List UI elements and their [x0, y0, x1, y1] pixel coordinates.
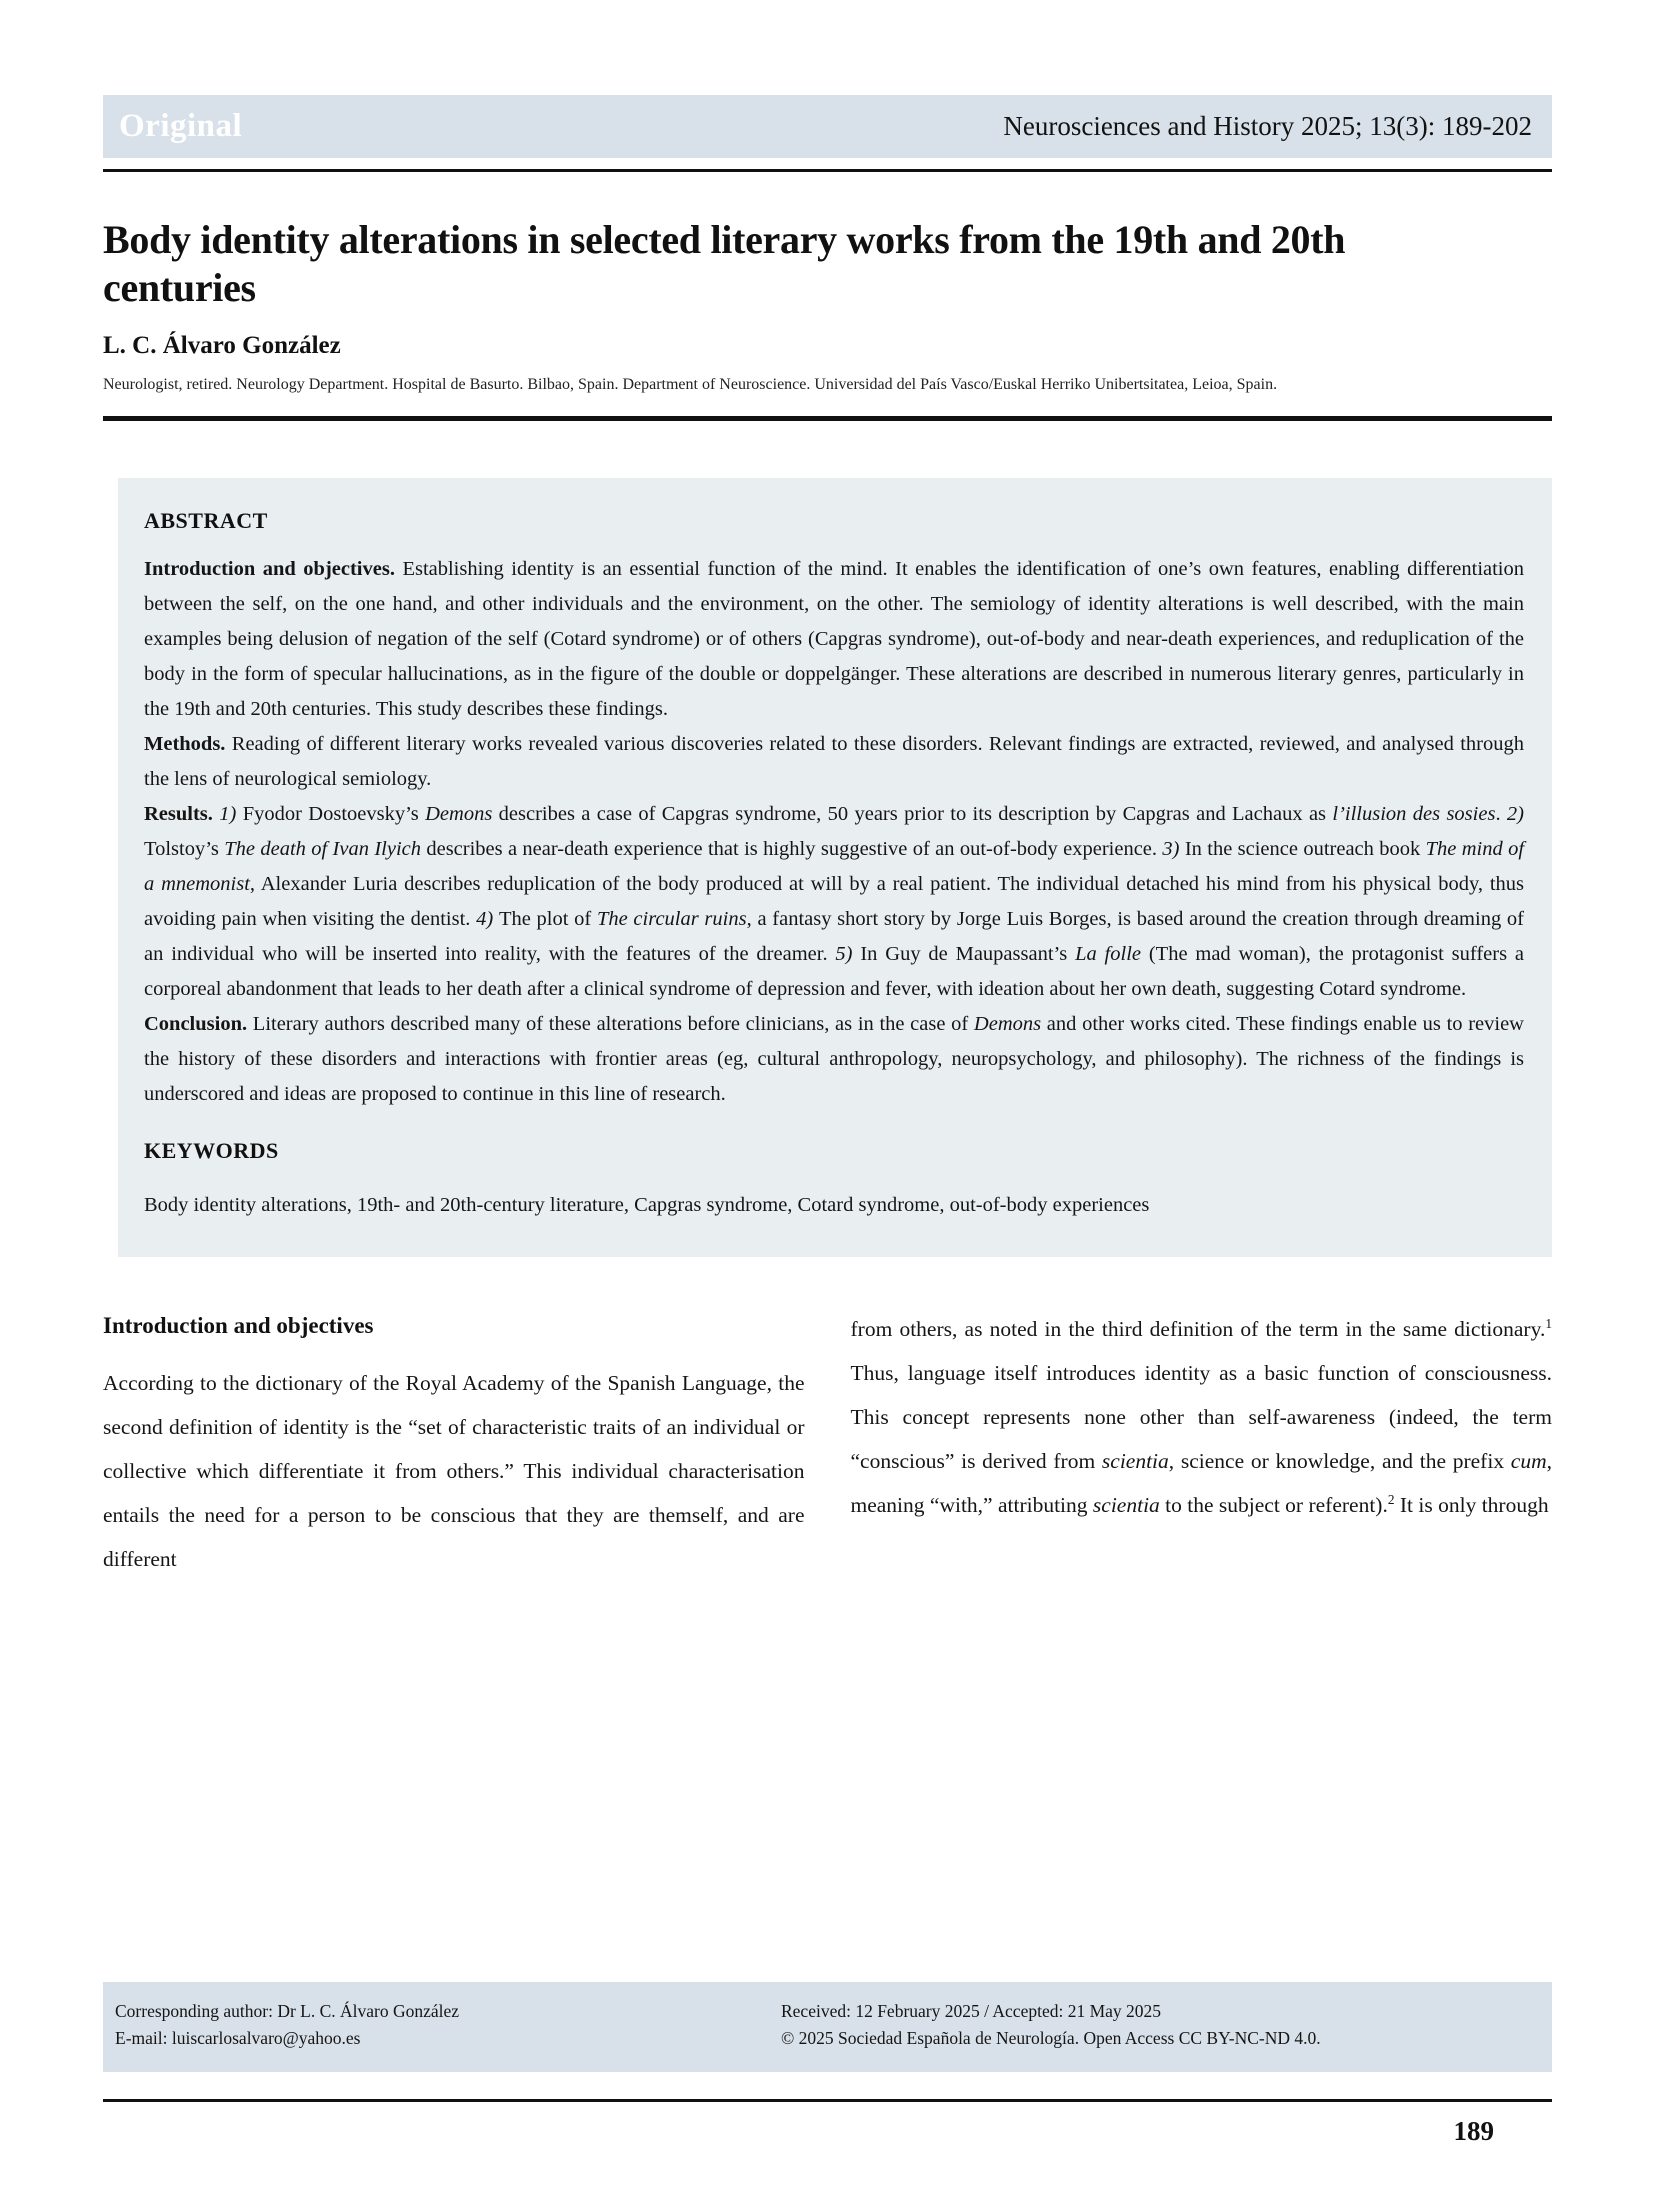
article-type-label: Original [119, 108, 243, 144]
intro-left-paragraph: According to the dictionary of the Royal Academy of the Spanish Language, the second definition of identity is the “set of characteristic traits of an individual or collective which differentiate it from others.” This individual characterisation entails the need for a person to be conscious that they are themself, and are different [103, 1370, 805, 1571]
journal-reference: Neurosciences and History 2025; 13(3): 189-202 [1003, 111, 1532, 141]
header-rule [103, 169, 1552, 172]
correspondence-box [103, 1982, 1552, 2072]
section-heading-introduction: Introduction and objectives [103, 1312, 374, 1338]
keywords-heading: KEYWORDS [144, 1137, 279, 1163]
correspondence-block [115, 1998, 781, 2052]
intro-right-paragraph: from others, as noted in the third definition of the term in the same dictionary.$^1$ Thus, language itself introduces identity as a basic function of consciousness. This concept represents none other than self-awareness (indeed, the term “conscious” is derived from scientia, science or knowledge, and the prefix cum, meaning “with,” attributing scientia to the subject or referent).$^2$ It is only through [850, 1315, 1552, 1517]
page-footer [103, 1982, 1552, 2147]
abstract-paragraph-conclusion: Conclusion. Literary authors described many of these alterations before clinicians, as in the case of Demons and other works cited. These findings enable us to review the history of these disorders and interactions with frontier areas (eg, cultural anthropology, neuropsychology, and philosophy). The richness of the findings is underscored and ideas are proposed to continue in this line of research. [144, 1012, 1524, 1105]
abstract-paragraph-results: Results. 1) Fyodor Dostoevsky’s Demons describes a case of Capgras syndrome, 50 years prior to its description by Capgras and Lachaux as l’illusion des sosies. 2) Tolstoy’s The death of Ivan Ilyich describes a near-death experience that is highly suggestive of an out-of-body experience. 3) In the science outreach book The mind of a mnemonist, Alexander Luria describes reduplication of the body produced at will by a real patient. The individual detached his mind from his physical body, thus avoiding pain when visiting the dentist. 4) The plot of The circular ruins, a fantasy short story by Jorge Luis Borges, is based around the creation through dreaming of an individual who will be inserted into reality, with the features of the dreamer. 5) In Guy de Maupassant’s La folle (The mad woman), the protagonist suffers a corporeal abandonment that leads to her death after a clinical syndrome of depression and fever, with ideation about her own death, suggesting Cotard syndrome. [144, 802, 1525, 1000]
dates-copyright-block [781, 1998, 1532, 2052]
article-title: Body identity alterations in selected literary works from the 19th and 20th centuries [103, 217, 1346, 310]
header-band [103, 95, 1552, 158]
right-column [851, 1313, 1553, 1581]
abstract-section [118, 478, 1552, 1257]
author-affiliation: Neurologist, retired. Neurology Department. Hospital de Basurto. Bilbao, Spain. Department of Neuroscience. Universidad del País Vasco/Euskal Herriko Unibertsitatea, Leioa, Spain. [103, 376, 1278, 393]
left-column [103, 1313, 805, 1581]
author-name: L. C. Álvaro González [103, 332, 341, 359]
copyright-line: © 2025 Sociedad Española de Neurología. Open Access CC BY-NC-ND 4.0. [780, 2028, 1321, 2048]
abstract-heading: ABSTRACT [144, 507, 268, 533]
corresponding-author-line: Corresponding author: Dr L. C. Álvaro González [115, 2001, 460, 2021]
footer-rule [103, 2099, 1552, 2102]
body-columns [103, 1313, 1552, 1581]
received-accepted-line: Received: 12 February 2025 / Accepted: 21 May 2025 [780, 2001, 1162, 2021]
abstract-paragraph-introduction: Introduction and objectives. Establishing identity is an essential function of the mind. It enables the identification of one’s own features, enabling differentiation between the self, on the one hand, and other individuals and the environment, on the other. The semiology of identity alterations is well described, with the main examples being delusion of negation of the self (Cotard syndrome) or of others (Capgras syndrome), out-of-body and near-death experiences, and reduplication of the body in the form of specular hallucinations, as in the figure of the double or doppelgänger. These alterations are described in numerous literary genres, particularly in the 19th and 20th centuries. This study describes these findings. [144, 557, 1524, 720]
author-rule [103, 416, 1552, 421]
keywords-text: Body identity alterations, 19th- and 20th-century literature, Capgras syndrome, Cotard syndrome, out-of-body experiences [144, 1193, 1150, 1216]
page-number: 189 [1453, 2116, 1494, 2146]
abstract-paragraph-methods: Methods. Reading of different literary works revealed various discoveries related to these disorders. Relevant findings are extracted, reviewed, and analysed through the lens of neurological semiology. [144, 732, 1524, 790]
email-line: E-mail: luiscarlosalvaro@yahoo.es [115, 2028, 361, 2048]
